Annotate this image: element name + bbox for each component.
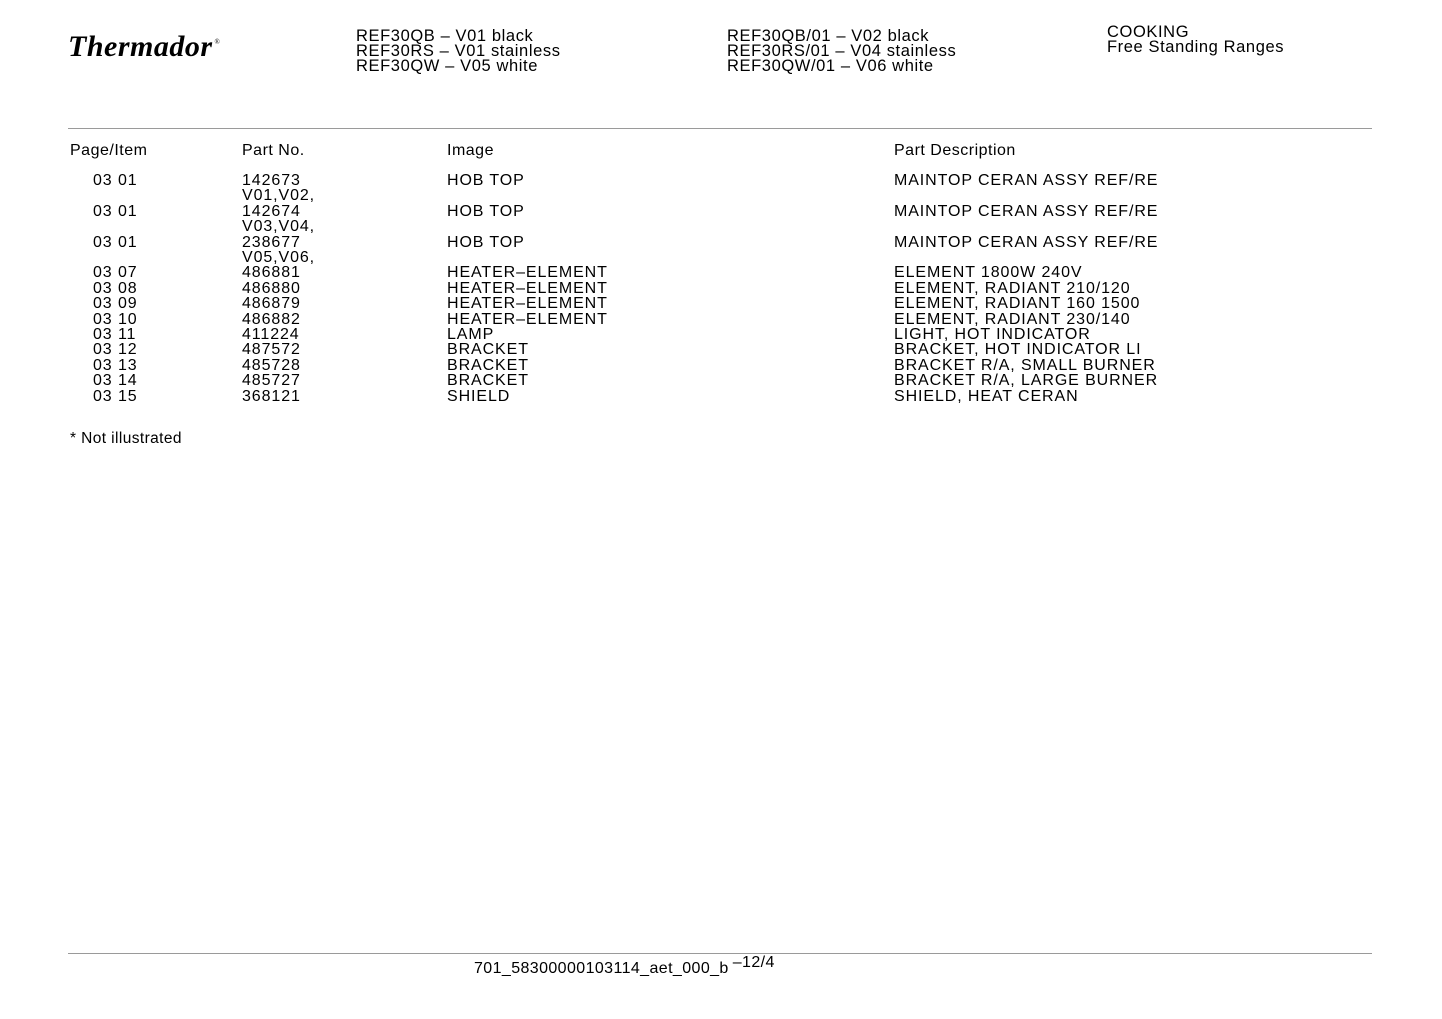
models-left bbox=[356, 29, 561, 73]
column-header-description: Part Description bbox=[894, 142, 1016, 159]
cell-page-item: 03 08 bbox=[93, 279, 138, 297]
cell-description: SHIELD, HEAT CERAN bbox=[894, 387, 1079, 405]
cell-image: HOB TOP bbox=[447, 172, 525, 189]
models-right bbox=[727, 29, 956, 73]
cell-page-item: 03 13 bbox=[93, 356, 138, 374]
category-line: Free Standing Ranges bbox=[1107, 37, 1285, 56]
brand-logo-text: Thermador bbox=[68, 30, 213, 63]
cell-image: BRACKET bbox=[447, 356, 529, 374]
column-header-part-no: Part No. bbox=[242, 142, 305, 159]
cell-description: ELEMENT, RADIANT 160 1500 bbox=[894, 295, 1141, 313]
cell-image: HEATER–ELEMENT bbox=[447, 279, 608, 297]
cell-image: SHIELD bbox=[447, 387, 511, 405]
trademark-symbol: ® bbox=[214, 38, 221, 46]
cell-description: MAINTOP CERAN ASSY REF/RE bbox=[894, 202, 1159, 220]
bottom-divider bbox=[68, 953, 1372, 954]
cell-part-no: 368121 bbox=[242, 387, 301, 405]
footnote: * Not illustrated bbox=[70, 430, 182, 447]
cell-page-item: 03 09 bbox=[93, 295, 138, 313]
cell-description: LIGHT, HOT INDICATOR bbox=[894, 326, 1091, 343]
column-header-page-item: Page/Item bbox=[70, 142, 148, 159]
cell-image: HEATER–ELEMENT bbox=[447, 295, 608, 313]
brand-logo bbox=[68, 30, 220, 64]
document-id: 701_58300000103114_aet_000_b bbox=[474, 960, 729, 977]
cell-description: BRACKET R/A, SMALL BURNER bbox=[894, 356, 1156, 374]
column-header-image: Image bbox=[447, 142, 494, 159]
cell-part-no: 485727 bbox=[242, 372, 301, 390]
page-number: –12/4 bbox=[732, 954, 775, 971]
model-line: REF30RS/01 – V04 stainless bbox=[727, 41, 957, 60]
cell-page-item: 03 10 bbox=[93, 310, 138, 328]
cell-description: ELEMENT, RADIANT 210/120 bbox=[894, 279, 1131, 297]
cell-part-no: 142674 bbox=[242, 202, 301, 220]
top-divider bbox=[68, 128, 1372, 129]
cell-image: BRACKET bbox=[447, 372, 529, 390]
cell-image: BRACKET bbox=[447, 341, 529, 359]
cell-part-no: 238677 bbox=[242, 233, 301, 251]
cell-image: HEATER–ELEMENT bbox=[447, 310, 608, 328]
category-line: COOKING bbox=[1107, 23, 1190, 41]
cell-variants: V03,V04, bbox=[242, 218, 316, 236]
cell-description: ELEMENT, RADIANT 230/140 bbox=[894, 310, 1131, 328]
cell-description: MAINTOP CERAN ASSY REF/RE bbox=[894, 172, 1159, 189]
cell-description: BRACKET, HOT INDICATOR LI bbox=[894, 341, 1142, 359]
cell-page-item: 03 01 bbox=[93, 202, 138, 220]
cell-description: BRACKET R/A, LARGE BURNER bbox=[894, 372, 1159, 390]
model-line: REF30QB – V01 black bbox=[356, 27, 534, 45]
cell-page-item: 03 12 bbox=[93, 341, 138, 359]
cell-image: LAMP bbox=[447, 326, 495, 343]
cell-description: MAINTOP CERAN ASSY REF/RE bbox=[894, 233, 1159, 251]
model-line: REF30QW/01 – V06 white bbox=[727, 56, 934, 75]
cell-part-no: 486882 bbox=[242, 310, 301, 328]
model-line: REF30RS – V01 stainless bbox=[356, 41, 561, 60]
cell-part-no: 486881 bbox=[242, 264, 301, 282]
model-line: REF30QB/01 – V02 black bbox=[727, 27, 930, 45]
cell-variants: V01,V02, bbox=[242, 187, 316, 205]
cell-image: HEATER–ELEMENT bbox=[447, 264, 608, 282]
cell-part-no: 486879 bbox=[242, 295, 301, 313]
cell-page-item: 03 15 bbox=[93, 387, 138, 405]
cell-part-no: 487572 bbox=[242, 341, 301, 359]
cell-variants: V05,V06, bbox=[242, 249, 316, 266]
model-line: REF30QW – V05 white bbox=[356, 56, 538, 75]
cell-page-item: 03 07 bbox=[93, 264, 138, 282]
cell-image: HOB TOP bbox=[447, 202, 525, 220]
footer bbox=[474, 954, 775, 978]
cell-part-no: 486880 bbox=[242, 279, 301, 297]
cell-page-item: 03 01 bbox=[93, 233, 138, 251]
cell-part-no: 485728 bbox=[242, 356, 301, 374]
cell-part-no: 142673 bbox=[242, 172, 301, 189]
cell-part-no: 411224 bbox=[242, 326, 300, 343]
cell-page-item: 03 14 bbox=[93, 372, 138, 390]
cell-image: HOB TOP bbox=[447, 233, 525, 251]
cell-page-item: 03 11 bbox=[93, 326, 137, 343]
category bbox=[1107, 25, 1284, 55]
cell-page-item: 03 01 bbox=[93, 172, 138, 189]
cell-description: ELEMENT 1800W 240V bbox=[894, 264, 1083, 282]
